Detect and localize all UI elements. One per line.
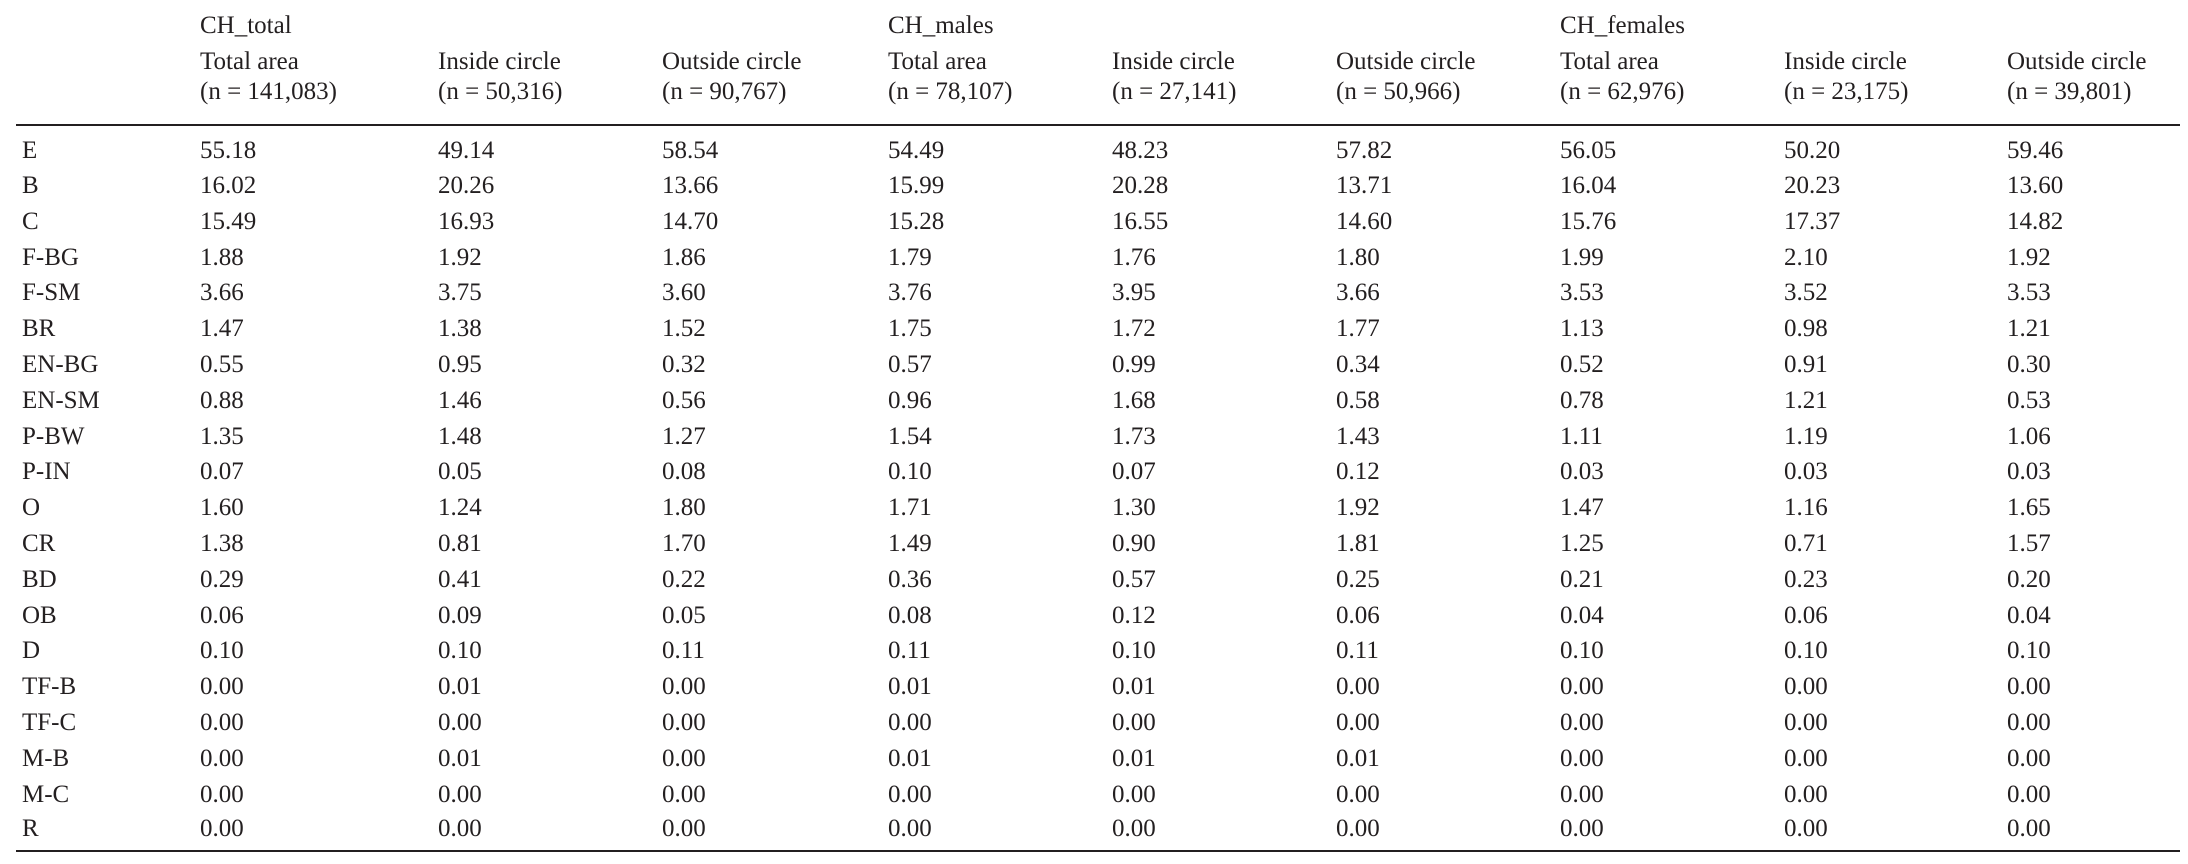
table-row: [16, 526, 2180, 562]
table-cell: 13.71: [1336, 172, 1393, 199]
table-cell: 0.00: [888, 708, 932, 736]
column-header: Outside circle: [1336, 48, 1476, 75]
table-cell: 0.00: [1320, 812, 1544, 851]
table-cell: 1.99: [1560, 243, 1604, 271]
table-cell: 1.57: [2007, 529, 2051, 557]
table-cell: 1.06: [2007, 422, 2051, 450]
row-label: P-BW: [22, 422, 85, 450]
table-cell: 1.47: [1560, 494, 1604, 522]
table-cell: 0.08: [888, 601, 932, 629]
table-cell: 16.93: [438, 207, 495, 235]
row-label: BD: [22, 565, 57, 593]
group-header-row: [16, 4, 2180, 40]
table-cell: 0.88: [200, 386, 244, 414]
table-header: [16, 4, 2180, 125]
table-cell: 0.01: [1112, 673, 1156, 701]
row-label: O: [22, 494, 41, 522]
sub-header-row: [16, 40, 2180, 76]
table-cell: 0.07: [1112, 458, 1156, 486]
table-cell: 0.06: [200, 601, 244, 629]
table-cell: 0.36: [888, 565, 932, 593]
sample-size: (n = 78,107): [872, 76, 1096, 125]
sample-size-row: [16, 76, 2180, 125]
table-cell: 16.04: [1560, 172, 1617, 199]
table-cell: 17.37: [1784, 207, 1841, 235]
table-cell: 1.65: [2007, 494, 2051, 522]
table-cell: 3.53: [2007, 279, 2051, 307]
table-row: [16, 125, 2180, 168]
table-row: [16, 168, 2180, 204]
table-row: [16, 777, 2180, 813]
table-cell: 0.00: [200, 708, 244, 736]
table-row: [16, 598, 2180, 634]
table-cell: 0.00: [438, 780, 482, 808]
table-cell: 0.11: [662, 637, 705, 665]
table-cell: 0.41: [438, 565, 482, 593]
table-cell: 0.06: [1336, 601, 1380, 629]
sample-size: (n = 50,316): [422, 76, 646, 125]
row-label: F-BG: [22, 243, 79, 271]
table-cell: 0.11: [888, 637, 931, 665]
table-cell: 1.72: [1112, 315, 1156, 343]
table-cell: 0.21: [1560, 565, 1604, 593]
row-label: TF-C: [22, 708, 77, 736]
table-cell: 1.71: [888, 494, 932, 522]
table-cell: 0.99: [1112, 350, 1156, 378]
table-cell: 1.21: [2007, 315, 2051, 343]
column-header: Total area: [1560, 48, 1659, 75]
table-cell: 0.00: [1560, 744, 1604, 772]
table-cell: 1.76: [1112, 243, 1156, 271]
table-cell: 2.10: [1784, 243, 1828, 271]
column-header: Outside circle: [2007, 48, 2147, 75]
table-cell: 1.75: [888, 315, 932, 343]
table-cell: 56.05: [1560, 137, 1617, 164]
row-label: EN-BG: [22, 350, 99, 378]
table-cell: 0.00: [2007, 744, 2051, 772]
table-cell: 1.68: [1112, 386, 1156, 414]
table-cell: 0.01: [888, 744, 932, 772]
table-cell: 0.00: [1096, 812, 1320, 851]
sample-size: (n = 39,801): [1991, 76, 2180, 125]
table-cell: 55.18: [200, 137, 257, 164]
table-cell: 1.30: [1112, 494, 1156, 522]
table-cell: 15.49: [200, 207, 257, 235]
table-cell: 16.02: [200, 172, 257, 199]
table-row: [16, 240, 2180, 276]
table-row: [16, 633, 2180, 669]
row-label: D: [22, 637, 41, 665]
column-header: Outside circle: [662, 48, 802, 75]
table-cell: 0.00: [1784, 708, 1828, 736]
row-label: OB: [22, 601, 57, 629]
table-cell: 0.22: [662, 565, 706, 593]
table-cell: 0.56: [662, 386, 706, 414]
table-row: [16, 669, 2180, 705]
table-cell: 0.12: [1112, 601, 1156, 629]
table-row: [16, 562, 2180, 598]
table-row: [16, 383, 2180, 419]
row-label: TF-B: [22, 673, 77, 701]
table-cell: 0.04: [2007, 601, 2051, 629]
table-cell: 0.00: [200, 780, 244, 808]
table-cell: 0.00: [1768, 812, 1991, 851]
table-cell: 0.71: [1784, 529, 1828, 557]
table-cell: 3.66: [1336, 279, 1380, 307]
column-header: Inside circle: [438, 48, 561, 75]
table-cell: 1.24: [438, 494, 482, 522]
table-cell: 0.00: [2007, 673, 2051, 701]
table-cell: 1.80: [662, 494, 706, 522]
table-cell: 13.66: [662, 172, 719, 199]
table-cell: 1.46: [438, 386, 482, 414]
table-cell: 0.03: [2007, 458, 2051, 486]
table-cell: 0.00: [1784, 780, 1828, 808]
table-cell: 1.43: [1336, 422, 1380, 450]
table-cell: 0.00: [646, 812, 872, 851]
table-cell: 0.53: [2007, 386, 2051, 414]
table-cell: 1.52: [662, 315, 706, 343]
table-cell: 48.23: [1112, 137, 1169, 164]
table-cell: 1.13: [1560, 315, 1604, 343]
table-cell: 0.23: [1784, 565, 1828, 593]
table-cell: 0.00: [662, 744, 706, 772]
table-cell: 0.05: [438, 458, 482, 486]
table-cell: 15.76: [1560, 207, 1617, 235]
table-row: [16, 705, 2180, 741]
table-cell: 0.91: [1784, 350, 1828, 378]
data-table-container: [16, 4, 2180, 852]
column-header: Total area: [888, 48, 987, 75]
group-header: CH_total: [200, 12, 292, 39]
table-cell: 1.35: [200, 422, 244, 450]
table-row: [16, 347, 2180, 383]
table-cell: 1.92: [1336, 494, 1380, 522]
column-header: Inside circle: [1784, 48, 1907, 75]
table-cell: 0.01: [438, 744, 482, 772]
table-cell: 1.70: [662, 529, 706, 557]
table-cell: 0.81: [438, 529, 482, 557]
table-cell: 16.55: [1112, 207, 1169, 235]
table-cell: 0.10: [1784, 637, 1828, 665]
sample-size: (n = 90,767): [646, 76, 872, 125]
table-cell: 1.48: [438, 422, 482, 450]
table-cell: 3.76: [888, 279, 932, 307]
table-cell: 0.00: [438, 708, 482, 736]
table-cell: 1.88: [200, 243, 244, 271]
table-cell: 1.38: [438, 315, 482, 343]
table-row: [16, 490, 2180, 526]
table-cell: 0.10: [438, 637, 482, 665]
table-cell: 0.10: [2007, 637, 2051, 665]
table-cell: 0.10: [1112, 637, 1156, 665]
table-cell: 54.49: [888, 137, 945, 164]
table-cell: 1.19: [1784, 422, 1828, 450]
row-label: F-SM: [22, 279, 81, 307]
table-cell: 0.00: [1544, 812, 1768, 851]
column-header: Total area: [200, 48, 299, 75]
table-cell: 0.00: [1560, 708, 1604, 736]
table-cell: 1.27: [662, 422, 706, 450]
group-header: CH_females: [1560, 12, 1685, 39]
table-cell: 0.10: [888, 458, 932, 486]
table-cell: 3.53: [1560, 279, 1604, 307]
table-cell: 0.55: [200, 350, 244, 378]
table-cell: 1.92: [438, 243, 482, 271]
table-cell: 50.20: [1784, 137, 1841, 164]
table-cell: 1.81: [1336, 529, 1380, 557]
table-cell: 0.10: [200, 637, 244, 665]
table-cell: 0.12: [1336, 458, 1380, 486]
table-cell: 1.16: [1784, 494, 1828, 522]
row-label: R: [16, 812, 184, 851]
table-cell: 1.47: [200, 315, 244, 343]
table-cell: 15.28: [888, 207, 945, 235]
table-cell: 0.01: [1112, 744, 1156, 772]
table-cell: 0.34: [1336, 350, 1380, 378]
sample-size: (n = 62,976): [1544, 76, 1768, 125]
table-cell: 1.11: [1560, 422, 1603, 450]
table-row: [16, 454, 2180, 490]
table-cell: 0.05: [662, 601, 706, 629]
table-cell: 1.86: [662, 243, 706, 271]
table-cell: 20.28: [1112, 172, 1169, 199]
table-cell: 0.00: [662, 780, 706, 808]
sample-size: (n = 141,083): [184, 76, 422, 125]
table-cell: 20.23: [1784, 172, 1841, 199]
table-cell: 1.77: [1336, 315, 1380, 343]
table-cell: 1.60: [200, 494, 244, 522]
table-cell: 0.00: [1991, 812, 2180, 851]
row-label: EN-SM: [22, 386, 100, 414]
table-cell: 1.79: [888, 243, 932, 271]
table-cell: 0.07: [200, 458, 244, 486]
table-cell: 0.00: [872, 812, 1096, 851]
table-cell: 0.78: [1560, 386, 1604, 414]
table-row: [16, 275, 2180, 311]
table-cell: 3.95: [1112, 279, 1156, 307]
table-cell: 15.99: [888, 172, 945, 199]
table-cell: 0.00: [662, 708, 706, 736]
table-row: [16, 741, 2180, 777]
table-cell: 0.01: [888, 673, 932, 701]
table-cell: 14.60: [1336, 207, 1393, 235]
table-cell: 0.52: [1560, 350, 1604, 378]
table-cell: 0.90: [1112, 529, 1156, 557]
table-cell: 0.00: [1336, 708, 1380, 736]
table-cell: 3.75: [438, 279, 482, 307]
row-label: BR: [22, 315, 56, 343]
table-row: [16, 204, 2180, 240]
row-label: P-IN: [22, 458, 71, 486]
table-cell: 0.00: [1336, 780, 1380, 808]
table-cell: 0.06: [1784, 601, 1828, 629]
table-row: [16, 812, 2180, 851]
table-cell: 3.66: [200, 279, 244, 307]
table-cell: 0.08: [662, 458, 706, 486]
row-label: E: [22, 137, 38, 164]
table-cell: 0.32: [662, 350, 706, 378]
table-cell: 0.98: [1784, 315, 1828, 343]
table-cell: 1.73: [1112, 422, 1156, 450]
table-cell: 0.00: [662, 673, 706, 701]
table-cell: 1.21: [1784, 386, 1828, 414]
sample-size: (n = 27,141): [1096, 76, 1320, 125]
table-cell: 0.00: [422, 812, 646, 851]
table-cell: 13.60: [2007, 172, 2064, 199]
table-cell: 3.52: [1784, 279, 1828, 307]
table-cell: 1.49: [888, 529, 932, 557]
table-cell: 1.25: [1560, 529, 1604, 557]
table-cell: 0.57: [888, 350, 932, 378]
table-cell: 0.00: [1784, 673, 1828, 701]
table-cell: 0.01: [438, 673, 482, 701]
table-cell: 0.20: [2007, 565, 2051, 593]
table-cell: 0.00: [1560, 673, 1604, 701]
table-row: [16, 419, 2180, 455]
table-cell: 0.10: [1560, 637, 1604, 665]
table-cell: 0.00: [1784, 744, 1828, 772]
row-label: M-C: [22, 780, 70, 808]
table-cell: 0.00: [2007, 708, 2051, 736]
table-cell: 49.14: [438, 137, 495, 164]
table-cell: 0.00: [1560, 780, 1604, 808]
table-body: [16, 125, 2180, 851]
data-table: [16, 4, 2180, 852]
table-cell: 0.58: [1336, 386, 1380, 414]
table-cell: 1.38: [200, 529, 244, 557]
table-cell: 58.54: [662, 137, 719, 164]
table-cell: 0.00: [1112, 708, 1156, 736]
sample-size: (n = 50,966): [1320, 76, 1544, 125]
table-cell: 1.92: [2007, 243, 2051, 271]
table-cell: 0.25: [1336, 565, 1380, 593]
table-cell: 0.00: [1336, 673, 1380, 701]
table-cell: 0.03: [1560, 458, 1604, 486]
table-cell: 0.00: [888, 780, 932, 808]
row-label: M-B: [22, 744, 70, 772]
table-cell: 0.00: [200, 744, 244, 772]
table-cell: 0.01: [1336, 744, 1380, 772]
table-cell: 14.82: [2007, 207, 2064, 235]
table-row: [16, 311, 2180, 347]
table-cell: 59.46: [2007, 137, 2064, 164]
table-cell: 57.82: [1336, 137, 1393, 164]
table-cell: 0.03: [1784, 458, 1828, 486]
table-cell: 1.80: [1336, 243, 1380, 271]
table-cell: 0.00: [2007, 780, 2051, 808]
table-cell: 0.96: [888, 386, 932, 414]
column-header: Inside circle: [1112, 48, 1235, 75]
table-cell: 0.95: [438, 350, 482, 378]
table-cell: 0.11: [1336, 637, 1379, 665]
group-header: CH_males: [888, 12, 994, 39]
table-cell: 0.04: [1560, 601, 1604, 629]
table-cell: 3.60: [662, 279, 706, 307]
table-cell: 0.29: [200, 565, 244, 593]
row-label: CR: [22, 529, 56, 557]
row-label-header: [16, 4, 184, 40]
table-cell: 0.09: [438, 601, 482, 629]
table-cell: 0.30: [2007, 350, 2051, 378]
table-cell: 14.70: [662, 207, 719, 235]
sample-size: (n = 23,175): [1768, 76, 1991, 125]
row-label: C: [22, 207, 39, 235]
table-cell: 1.54: [888, 422, 932, 450]
table-cell: 20.26: [438, 172, 495, 199]
row-label: B: [22, 172, 39, 199]
table-cell: 0.00: [200, 673, 244, 701]
table-cell: 0.00: [184, 812, 422, 851]
table-cell: 0.57: [1112, 565, 1156, 593]
table-cell: 0.00: [1112, 780, 1156, 808]
